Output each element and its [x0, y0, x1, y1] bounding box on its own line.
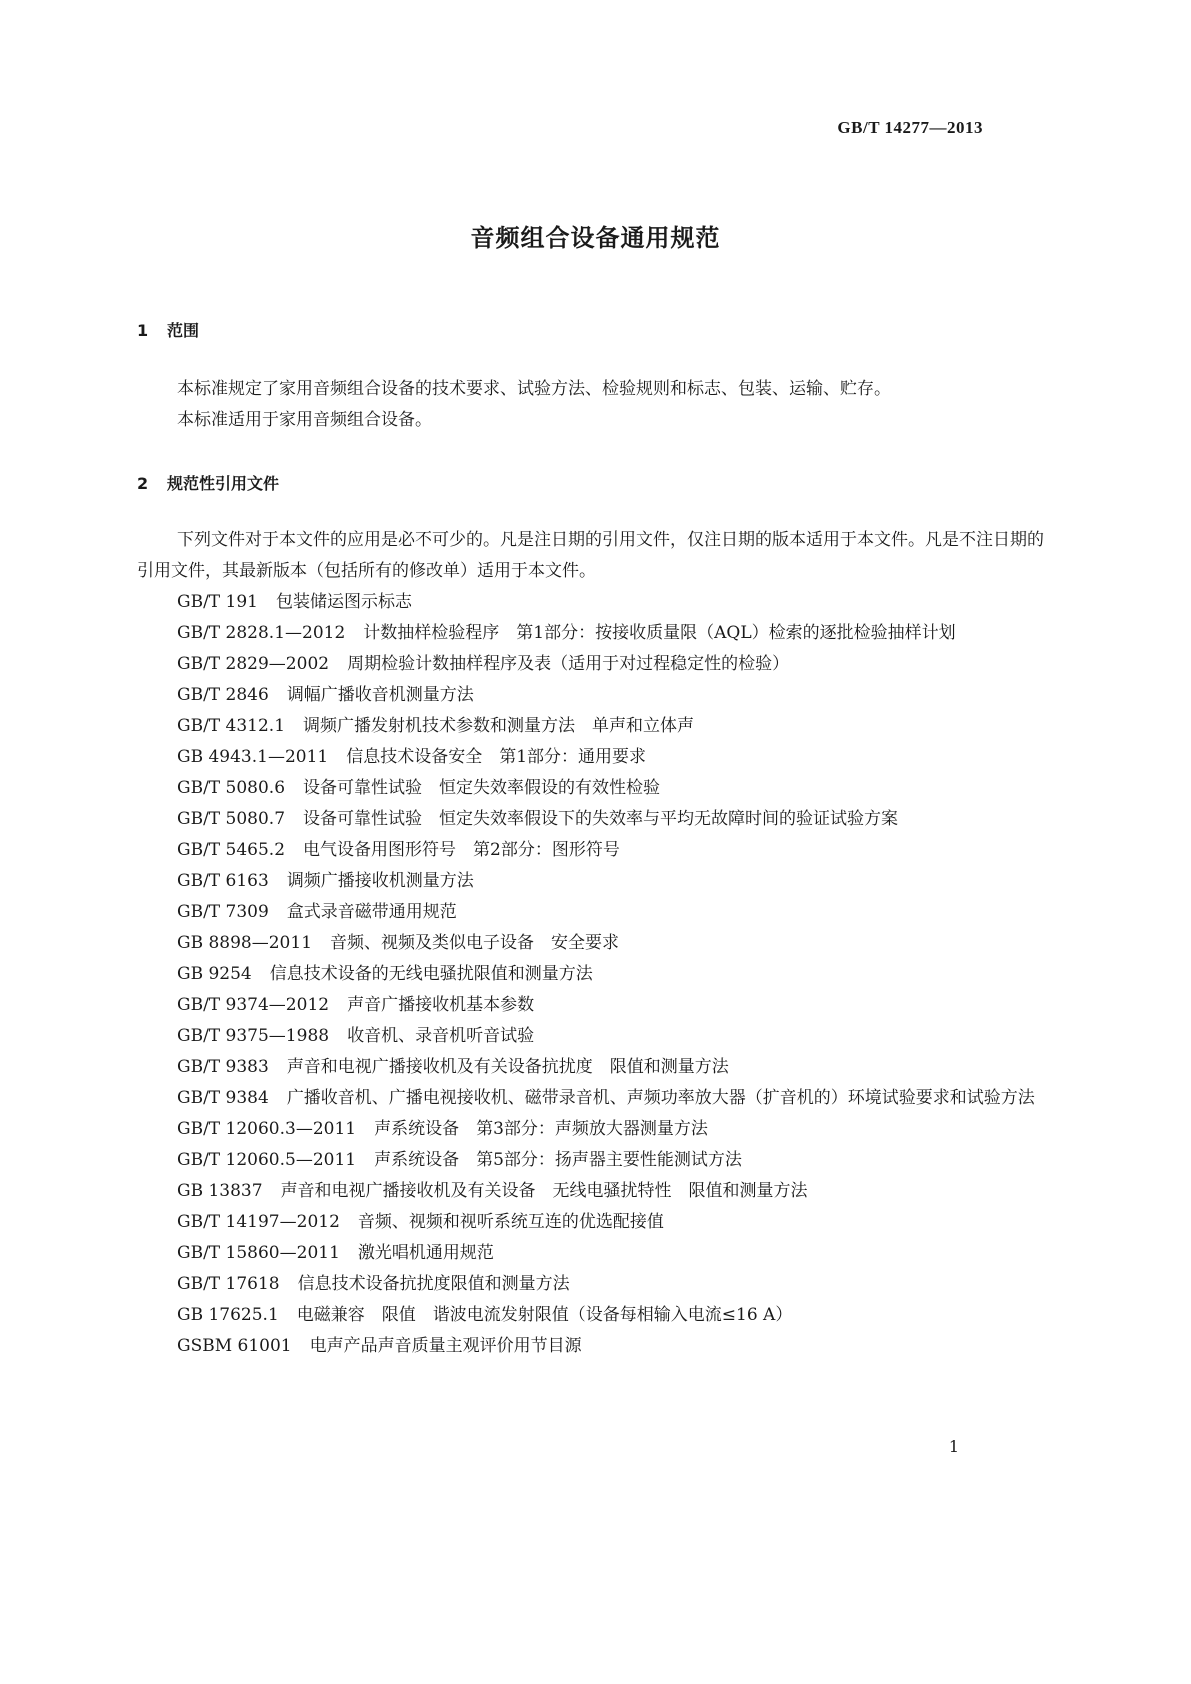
- reference-code: GB/T 9374—2012: [177, 995, 330, 1015]
- reference-code: GB/T 7309: [177, 902, 269, 922]
- reference-item: [177, 1052, 1060, 1083]
- reference-code: GB/T 15860—2011: [177, 1243, 340, 1263]
- reference-code: GB/T 6163: [177, 871, 269, 891]
- reference-title: 声系统设备 第3部分：声频放大器测量方法: [374, 1119, 708, 1139]
- reference-title: 周期检验计数抽样程序及表（适用于对过程稳定性的检验）: [347, 654, 790, 674]
- reference-title: 声音和电视广播接收机及有关设备 无线电骚扰特性 限值和测量方法: [280, 1181, 808, 1201]
- reference-title: 计数抽样检验程序 第1部分：按接收质量限（AQL）检索的逐批检验抽样计划: [363, 623, 956, 643]
- reference-code: GB 17625.1: [177, 1305, 279, 1325]
- reference-item: [137, 1083, 1060, 1114]
- page-number: 1: [948, 1437, 959, 1456]
- reference-item: [177, 742, 1060, 773]
- section-1-paragraph: 本标准适用于家用音频组合设备。: [177, 410, 432, 430]
- reference-title: 广播收音机、广播电视接收机、磁带录音机、声频功率放大器（扩音机的）环境试验要求和试验方法: [286, 1088, 1035, 1108]
- reference-code: GB/T 5465.2: [177, 840, 286, 860]
- reference-list: [137, 587, 1060, 1362]
- reference-title: 信息技术设备安全 第1部分：通用要求: [346, 747, 647, 767]
- reference-item: [177, 866, 1060, 897]
- reference-item: [177, 804, 1060, 835]
- reference-title: 调幅广播收音机测量方法: [286, 685, 474, 705]
- reference-item: [177, 711, 1060, 742]
- reference-item: [177, 959, 1060, 990]
- reference-title: 音频、视频和视听系统互连的优选配接值: [357, 1212, 664, 1232]
- reference-code: GB/T 12060.5—2011: [177, 1150, 357, 1170]
- section-1-title: 范围: [167, 321, 200, 340]
- section-2-title: 规范性引用文件: [167, 474, 280, 493]
- reference-title: 电声产品声音质量主观评价用节目源: [309, 1336, 582, 1356]
- section-1-heading: [137, 318, 199, 341]
- reference-code: GB/T 2829—2002: [177, 654, 330, 674]
- reference-item: [177, 835, 1060, 866]
- section-2-intro: 下列文件对于本文件的应用是必不可少的。凡是注日期的引用文件，仅注日期的版本适用于本文件。凡是不注日期的引用文件，其最新版本（包括所有的修改单）适用于本文件。: [137, 530, 1044, 581]
- reference-item: [177, 1300, 1060, 1331]
- section-1-number: 1: [137, 321, 149, 340]
- reference-item: [177, 1176, 1060, 1207]
- reference-item: [177, 1331, 1060, 1362]
- reference-item: [177, 928, 1060, 959]
- reference-title: 调频广播接收机测量方法: [286, 871, 474, 891]
- reference-code: GB/T 191: [177, 592, 258, 612]
- reference-code: GB/T 4312.1: [177, 716, 286, 736]
- reference-code: GB/T 9384: [177, 1088, 269, 1108]
- reference-item: [177, 1238, 1060, 1269]
- reference-title: 音频、视频及类似电子设备 安全要求: [330, 933, 620, 953]
- reference-code: GB/T 2846: [177, 685, 269, 705]
- reference-item: [177, 1114, 1060, 1145]
- reference-item: [177, 773, 1060, 804]
- reference-title: 声音广播接收机基本参数: [347, 995, 535, 1015]
- reference-code: GB/T 5080.6: [177, 778, 286, 798]
- reference-code: GB/T 17618: [177, 1274, 280, 1294]
- reference-title: 信息技术设备的无线电骚扰限值和测量方法: [269, 964, 593, 984]
- reference-item: [137, 618, 1060, 649]
- reference-title: 电磁兼容 限值 谐波电流发射限值（设备每相输入电流≤16 A）: [296, 1305, 793, 1325]
- reference-code: GB/T 14197—2012: [177, 1212, 340, 1232]
- reference-code: GB 8898—2011: [177, 933, 313, 953]
- reference-item: [177, 1145, 1060, 1176]
- section-2-heading: [137, 471, 279, 494]
- reference-item: [177, 1021, 1060, 1052]
- reference-item: [177, 1269, 1060, 1300]
- section-1-paragraph: 本标准规定了家用音频组合设备的技术要求、试验方法、检验规则和标志、包装、运输、贮存。: [177, 379, 891, 399]
- reference-title: 收音机、录音机听音试验: [347, 1026, 535, 1046]
- reference-title: 电气设备用图形符号 第2部分：图形符号: [303, 840, 620, 860]
- reference-title: 盒式录音磁带通用规范: [286, 902, 457, 922]
- reference-item: [177, 680, 1060, 711]
- reference-title: 声系统设备 第5部分：扬声器主要性能测试方法: [374, 1150, 742, 1170]
- reference-code: GB/T 9383: [177, 1057, 269, 1077]
- reference-item: [177, 1207, 1060, 1238]
- reference-item: [177, 649, 1060, 680]
- reference-code: GB 4943.1—2011: [177, 747, 329, 767]
- section-2-number: 2: [137, 474, 149, 493]
- reference-title: 声音和电视广播接收机及有关设备抗扰度 限值和测量方法: [286, 1057, 729, 1077]
- reference-code: GB/T 12060.3—2011: [177, 1119, 357, 1139]
- standard-code: GB/T 14277—2013: [837, 118, 983, 137]
- reference-item: [177, 990, 1060, 1021]
- reference-item: [177, 587, 1060, 618]
- reference-title: 设备可靠性试验 恒定失效率假设的有效性检验: [303, 778, 661, 798]
- reference-title: 信息技术设备抗扰度限值和测量方法: [297, 1274, 570, 1294]
- reference-code: GB 13837: [177, 1181, 263, 1201]
- reference-code: GB/T 9375—1988: [177, 1026, 330, 1046]
- reference-code: GB/T 2828.1—2012: [177, 623, 346, 643]
- document-title: 音频组合设备通用规范: [470, 224, 721, 252]
- section-1-body: [137, 374, 1060, 436]
- reference-title: 设备可靠性试验 恒定失效率假设下的失效率与平均无故障时间的验证试验方案: [303, 809, 899, 829]
- reference-title: 激光唱机通用规范: [357, 1243, 494, 1263]
- reference-title: 调频广播发射机技术参数和测量方法 单声和立体声: [303, 716, 695, 736]
- reference-code: GB 9254: [177, 964, 252, 984]
- reference-title: 包装储运图示标志: [276, 592, 412, 612]
- reference-item: [177, 897, 1060, 928]
- reference-code: GB/T 5080.7: [177, 809, 286, 829]
- reference-code: GSBM 61001: [177, 1336, 292, 1356]
